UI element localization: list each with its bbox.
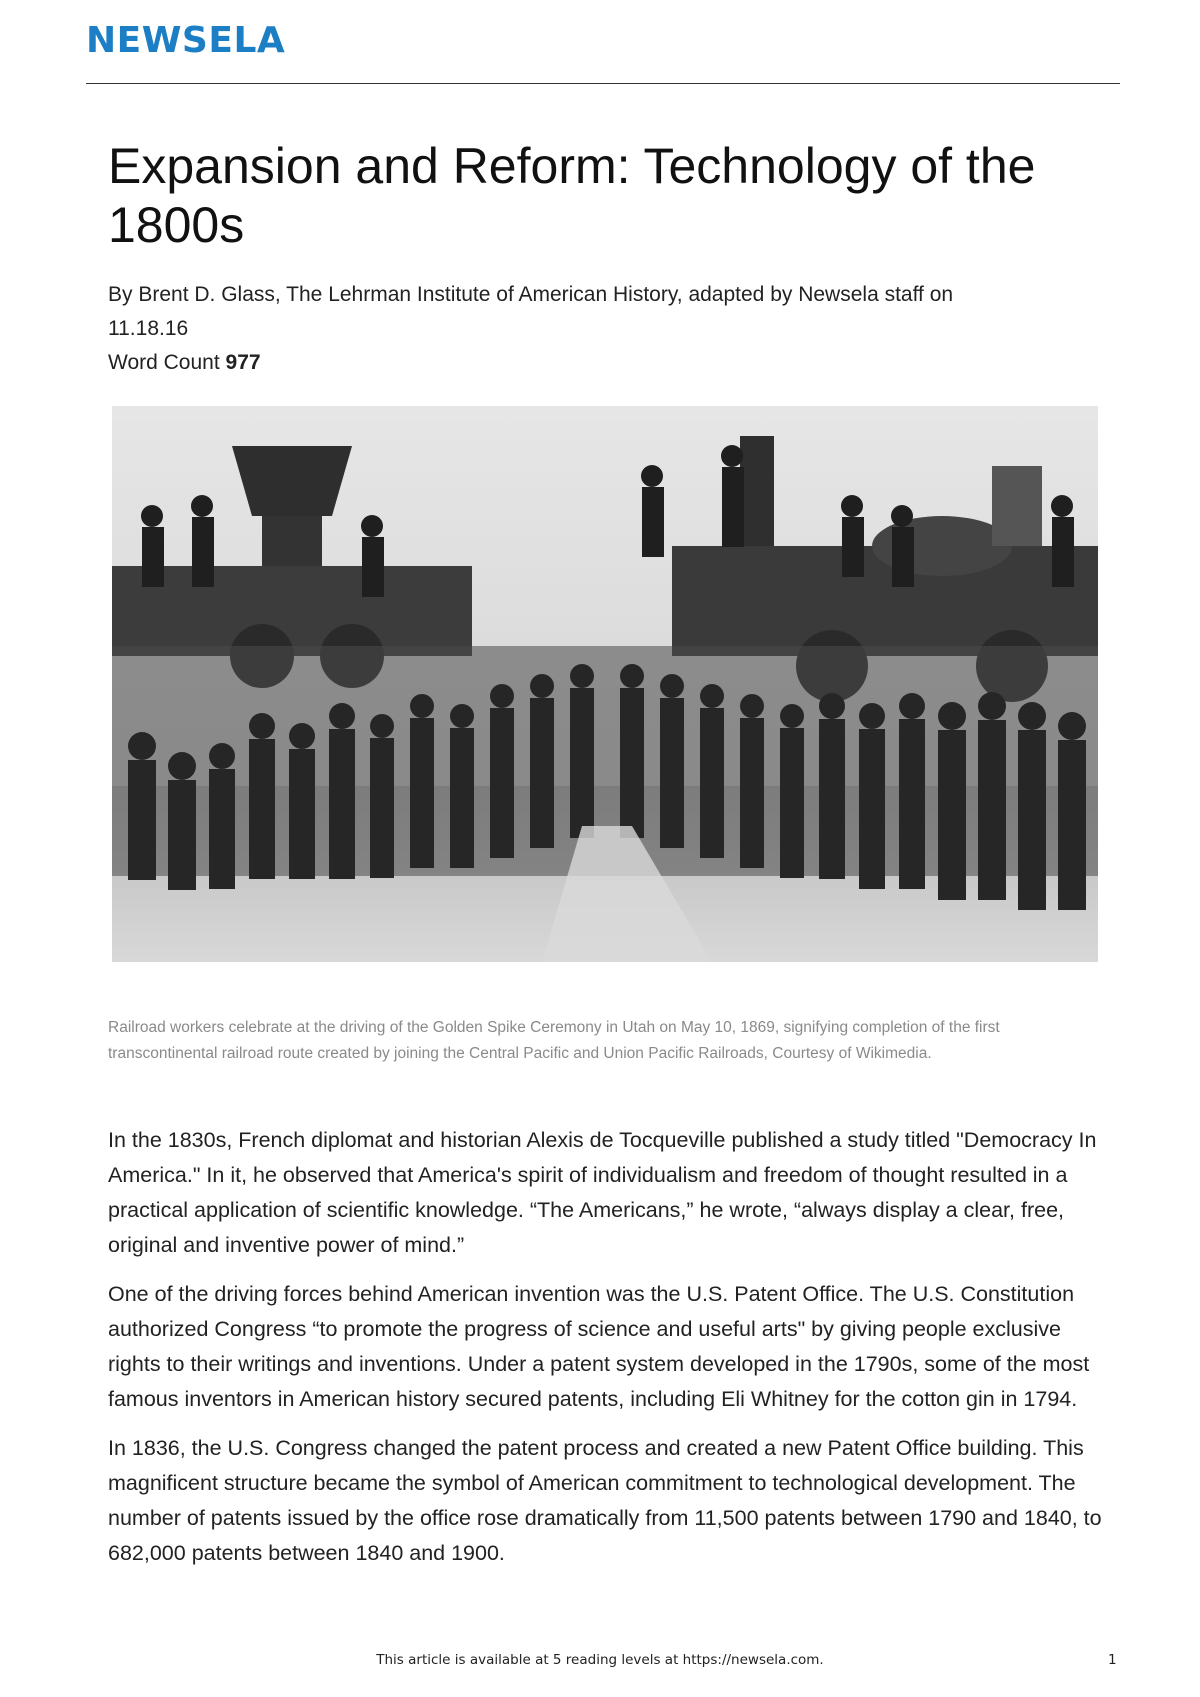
article-title: Expansion and Reform: Technology of the 1800s — [108, 138, 1036, 253]
newsela-logo: NEWSELA — [86, 20, 286, 61]
paragraph: One of the driving forces behind American invention was the U.S. Patent Office. The U.S. Constitution authorized Congress “to promote the progress of science and useful arts" by giving people exclusive rights to their writings and inventions. Under a patent system developed in the 1790s, some of the most famous inventors in American history secured patents, including Eli Whitney for the cotton gin in 1794. — [108, 1282, 1090, 1411]
paragraph: In 1836, the U.S. Congress changed the patent process and created a new Patent Office building. This magnificent structure became the symbol of American commitment to technological development. The number of patents issued by the office rose dramatically from 11,500 patents between 1790 and 1840, to 682,000 patents between 1840 and 1900. — [108, 1436, 1102, 1565]
word-count — [108, 346, 1118, 380]
article-body — [108, 1123, 1113, 1585]
golden-spike-photo — [112, 406, 1098, 962]
byline — [108, 278, 1118, 380]
paragraph: In the 1830s, French diplomat and historian Alexis de Tocqueville published a study titled "Democracy In America." In it, he observed that America's spirit of individualism and freedom of thought resulted in a practical application of scientific knowledge. “The Americans,” he wrote, “always display a clear, free, original and inventive power of mind.” — [108, 1128, 1097, 1257]
reading-levels-note: This article is available at 5 reading levels at https://newsela.com. — [376, 1652, 824, 1668]
page-number: 1 — [1108, 1652, 1117, 1668]
word-count-value: 977 — [225, 351, 261, 374]
word-count-label: Word Count — [108, 351, 220, 374]
header-divider — [86, 83, 1120, 84]
byline-authors: By Brent D. Glass, The Lehrman Institute of American History, adapted by Newsela staff on — [108, 283, 954, 306]
photo-caption: Railroad workers celebrate at the driving of the Golden Spike Ceremony in Utah on May 10, 1869, signifying completion of the first transcontinental railroad route created by joining the Central Pacific and Union Pacific Railroads, Courtesy of Wikimedia. — [108, 1019, 1000, 1062]
byline-date: 11.18.16 — [108, 317, 189, 340]
